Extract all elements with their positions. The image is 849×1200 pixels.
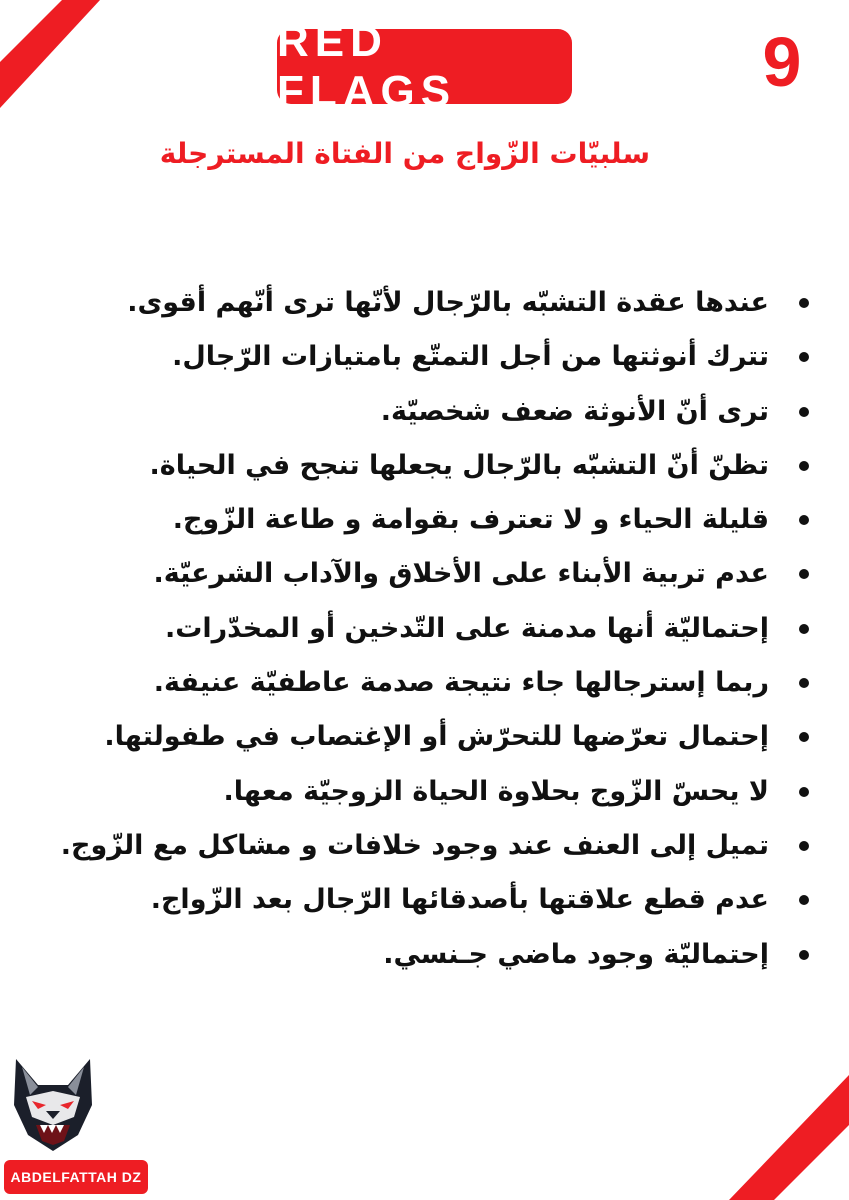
page-number: 9 (762, 23, 802, 101)
red-flags-list (60, 276, 817, 982)
list-item (97, 656, 817, 710)
list-item (97, 602, 817, 656)
red-flags-badge (277, 16, 572, 116)
bullet-icon (799, 950, 809, 960)
wolf-head-logo-icon (8, 1055, 98, 1155)
brand-label (4, 1160, 148, 1194)
bullet-icon (799, 298, 809, 308)
list-item (97, 765, 817, 819)
list-item (97, 439, 817, 493)
bullet-icon (799, 678, 809, 688)
bullet-icon (799, 895, 809, 905)
bullet-icon (799, 787, 809, 797)
badge-title: RED FLAGS (277, 16, 457, 116)
bullet-icon (799, 569, 809, 579)
bullet-icon (799, 515, 809, 525)
page-subtitle: سلبيّات الزّواج من الفتاة المسترجلة (159, 137, 650, 170)
list-item (97, 330, 817, 384)
bullet-icon (799, 624, 809, 634)
list-item (97, 710, 817, 764)
list-item-text: لا يحسّ الزّوج بحلاوة الحياة الزوجيّة معها. (223, 775, 769, 807)
bullet-icon (799, 352, 809, 362)
list-item (97, 873, 817, 927)
brand-text: ABDELFATTAH DZ (10, 1169, 142, 1185)
list-item-text: عدم تربية الأبناء على الأخلاق والآداب الشرعيّة. (153, 558, 769, 590)
list-item-text: ربما إسترجالها جاء نتيجة صدمة عاطفيّة عنيفة. (153, 667, 769, 699)
bullet-icon (799, 407, 809, 417)
list-item (97, 547, 817, 601)
list-item (97, 276, 817, 330)
list-item-text: تترك أنوثتها من أجل التمتّع بامتيازات الرّجال. (172, 341, 769, 373)
list-item-text: عدم قطع علاقتها بأصدقائها الرّجال بعد الزّواج. (150, 884, 769, 916)
list-item-text: تظنّ أنّ التشبّه بالرّجال يجعلها تنجح في الحياة. (149, 449, 769, 481)
list-item-text: إحتماليّة أنها مدمنة على التّدخين أو المخدّرات. (164, 612, 769, 644)
bullet-icon (799, 461, 809, 471)
top-left-corner-stripe (0, 0, 110, 120)
list-item (97, 385, 817, 439)
list-item-text: تميل إلى العنف عند وجود خلافات و مشاكل مع الزّوج. (60, 829, 769, 861)
list-item (60, 819, 817, 873)
list-item (97, 493, 817, 547)
list-item-text: إحتماليّة وجود ماضي جـنسي. (383, 938, 769, 970)
bottom-right-corner-stripe (729, 1075, 849, 1200)
bullet-icon (799, 841, 809, 851)
list-item-text: إحتمال تعرّضها للتحرّش أو الإغتصاب في طفولتها. (104, 721, 769, 753)
bullet-icon (799, 732, 809, 742)
list-item (97, 928, 817, 982)
list-item-text: قليلة الحياء و لا تعترف بقوامة و طاعة الزّوج. (172, 504, 769, 536)
list-item-text: ترى أنّ الأنوثة ضعف شخصيّة. (380, 395, 769, 427)
list-item-text: عندها عقدة التشبّه بالرّجال لأنّها ترى أنّهم أقوى. (127, 287, 769, 318)
